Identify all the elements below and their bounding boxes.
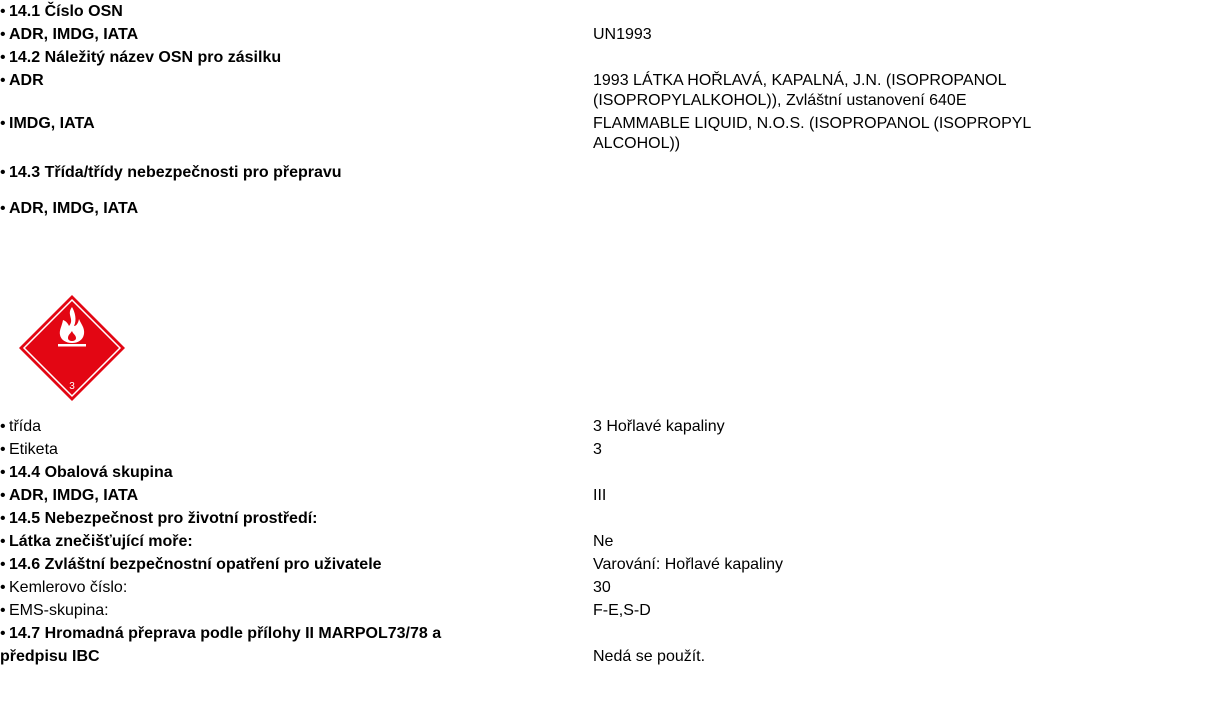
label: 14.1 Číslo OSN — [9, 3, 123, 20]
label: ADR, IMDG, IATA — [9, 200, 139, 217]
label: 14.6 Zvláštní bezpečnostní opatření pro uživatele — [9, 556, 382, 573]
row-hazard-class-heading: • 14.3 Třída/třídy nebezpečnosti pro přepravu — [0, 164, 342, 181]
row-packing-group: • ADR, IMDG, IATA III — [0, 487, 607, 504]
row-shipping-name-adr: • ADR 1993 LÁTKA HOŘLAVÁ, KAPALNÁ, J.N. (ISOPROPANOL (ISOPROPYLALKOHOL)), Zvláštní ustanovení 640E — [0, 71, 1208, 111]
label: Kemlerovo číslo: — [9, 579, 128, 596]
label: Látka znečišťující moře: — [9, 533, 193, 550]
row-special-precautions: • 14.6 Zvláštní bezpečnostní opatření pro uživatele Varování: Hořlavé kapaliny — [0, 556, 784, 573]
row-hazard-class-modes: • ADR, IMDG, IATA — [0, 200, 139, 217]
row-un-number-heading: • 14.1 Číslo OSN — [0, 3, 123, 20]
label: ADR, IMDG, IATA — [9, 26, 139, 43]
value: III — [593, 487, 607, 504]
label: ADR — [9, 72, 44, 89]
row-shipping-name-imdg: • IMDG, IATA FLAMMABLE LIQUID, N.O.S. (ISOPROPANOL (ISOPROPYL ALCOHOL)) — [0, 114, 1208, 154]
value: UN1993 — [593, 26, 652, 43]
label: Etiketa — [9, 441, 58, 458]
row-class: • třída 3 Hořlavé kapaliny — [0, 418, 725, 435]
value: 3 Hořlavé kapaliny — [593, 418, 725, 435]
label: 14.5 Nebezpečnost pro životní prostředí: — [9, 510, 318, 527]
label: EMS-skupina: — [9, 602, 109, 619]
label: 14.7 Hromadná přeprava podle přílohy II MARPOL73/78 a — [9, 625, 442, 642]
label: 14.4 Obalová skupina — [9, 464, 173, 481]
label: 14.3 Třída/třídy nebezpečnosti pro přepravu — [9, 164, 342, 181]
value: Nedá se použít. — [593, 648, 706, 665]
label: třída — [9, 418, 42, 435]
row-ems-group: • EMS-skupina: F-E,S-D — [0, 602, 651, 619]
hazard-pictogram — [17, 293, 127, 403]
row-un-number: • ADR, IMDG, IATA UN1993 — [0, 26, 652, 43]
row-bulk-transport-cont — [0, 647, 1208, 667]
row-shipping-name-heading: • 14.2 Náležitý název OSN pro zásilku — [0, 49, 282, 66]
row-marine-pollutant: • Látka znečišťující moře: Ne — [0, 533, 614, 550]
row-kemler-number: • Kemlerovo číslo: 30 — [0, 579, 611, 596]
value: F-E,S-D — [593, 602, 651, 619]
label: 14.2 Náležitý název OSN pro zásilku — [9, 49, 282, 66]
value: Ne — [593, 533, 614, 550]
row-environment-heading: • 14.5 Nebezpečnost pro životní prostředí: — [0, 510, 318, 527]
label: ADR, IMDG, IATA — [9, 487, 139, 504]
value: Varování: Hořlavé kapaliny — [593, 556, 784, 573]
value: 30 — [593, 579, 611, 596]
value: FLAMMABLE LIQUID, N.O.S. (ISOPROPANOL (ISOPROPYL ALCOHOL)) — [593, 115, 1032, 152]
label: IMDG, IATA — [9, 115, 95, 132]
value: 1993 LÁTKA HOŘLAVÁ, KAPALNÁ, J.N. (ISOPROPANOL (ISOPROPYLALKOHOL)), Zvláštní ustanovení 640E — [593, 72, 1007, 109]
class-number: 3 — [69, 381, 75, 392]
row-bulk-transport: • 14.7 Hromadná přeprava podle přílohy II MARPOL73/78 a — [0, 625, 442, 642]
row-label: • Etiketa 3 — [0, 441, 602, 458]
value: 3 — [593, 441, 602, 458]
row-packing-group-heading: • 14.4 Obalová skupina — [0, 464, 173, 481]
label: předpisu IBC — [0, 648, 100, 665]
